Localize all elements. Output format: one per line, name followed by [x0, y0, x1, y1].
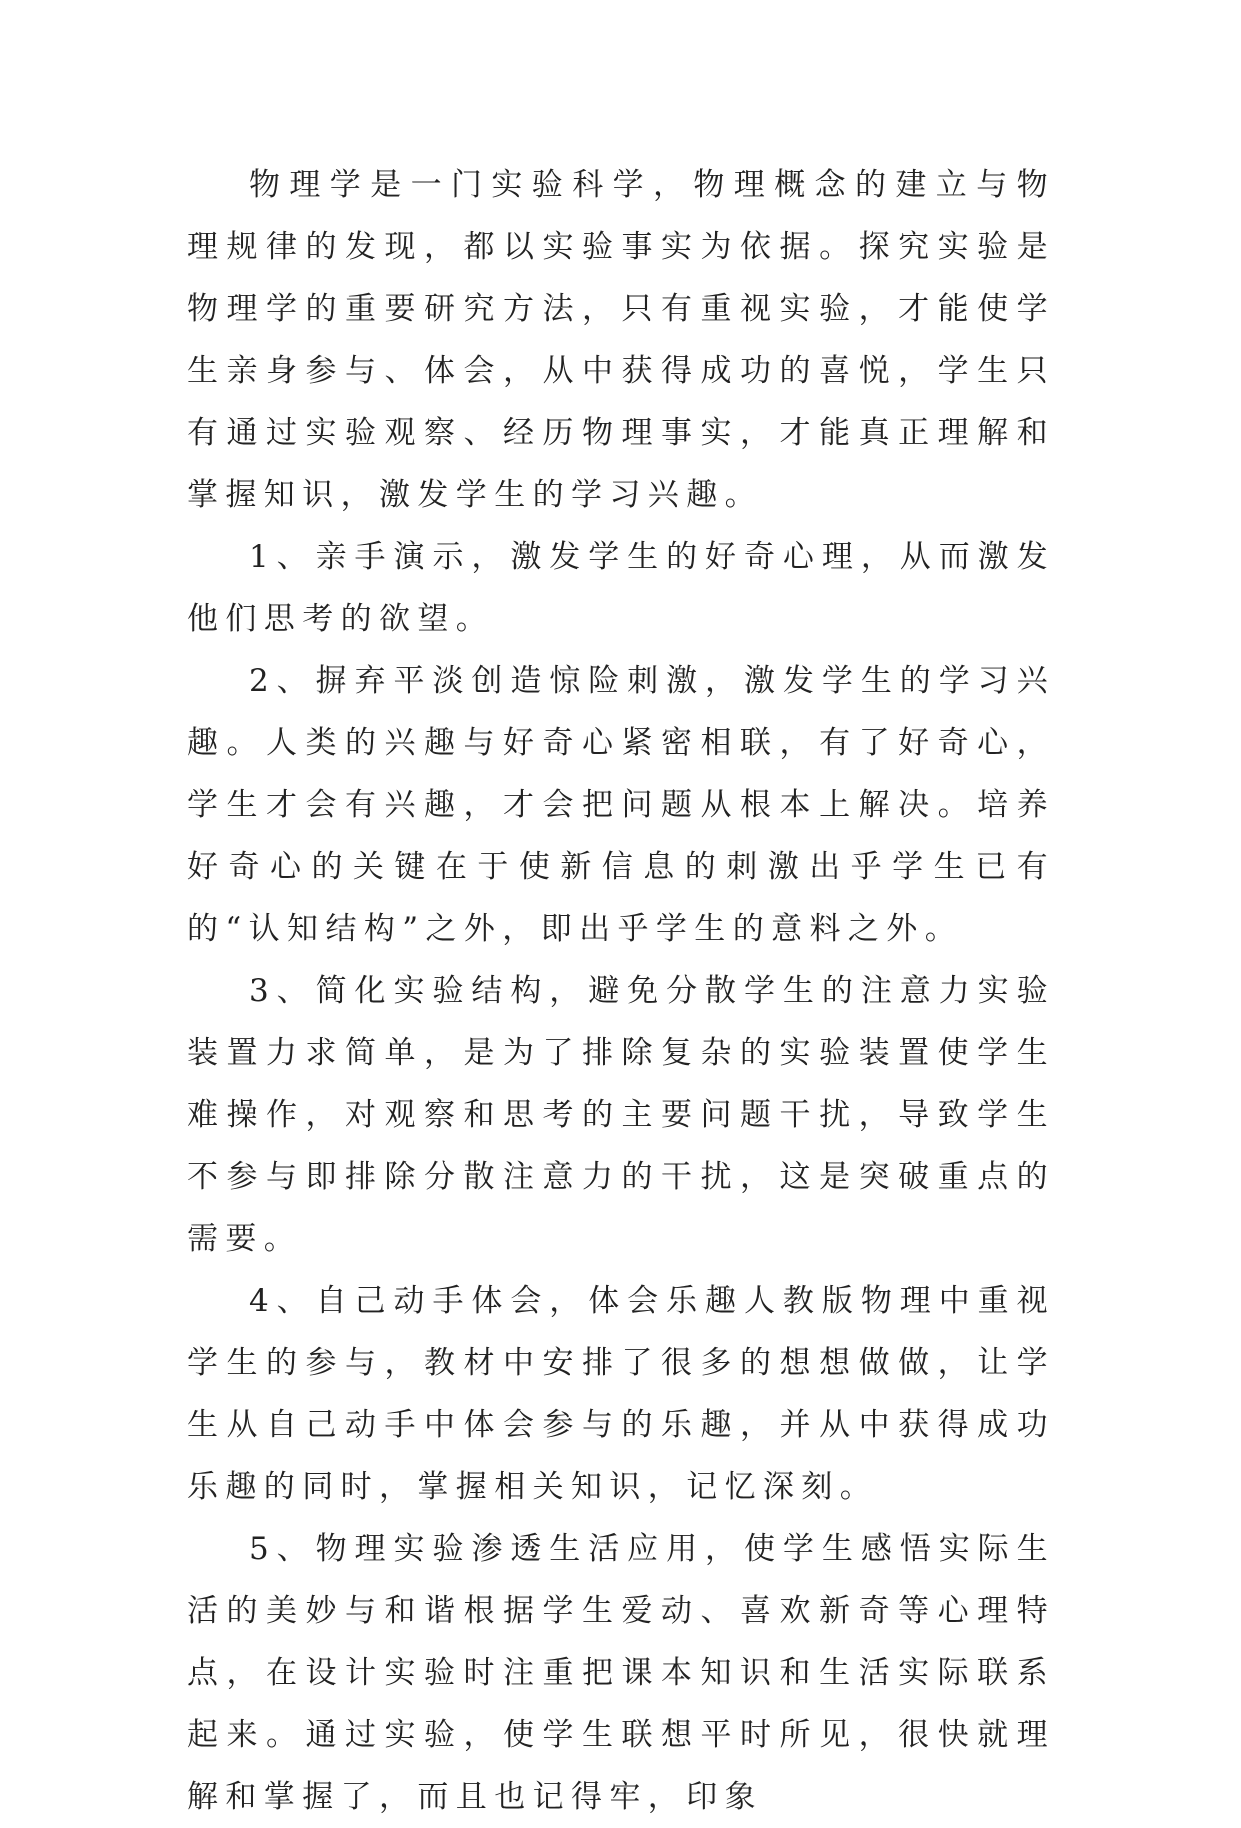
point-1-paragraph: 1、亲手演示，激发学生的好奇心理，从而激发他们思考的欲望。 [187, 539, 1055, 637]
point-4-paragraph: 4、自己动手体会，体会乐趣人教版物理中重视学生的参与，教材中安排了很多的想想做做，让学生从自己动手中体会参与的乐趣，并从中获得成功乐趣的同时，掌握相关知识，记忆深刻。 [187, 1283, 1055, 1505]
intro-paragraph: 物理学是一门实验科学，物理概念的建立与物理规律的发现，都以实验事实为依据。探究实验是物理学的重要研究方法，只有重视实验，才能使学生亲身参与、体会，从中获得成功的喜悦，学生只有通过实验观察、经历物理事实，才能真正理解和掌握知识，激发学生的学习兴趣。 [187, 167, 1055, 513]
document-page [187, 154, 1055, 1828]
point-5-paragraph: 5、物理实验渗透生活应用，使学生感悟实际生活的美妙与和谐根据学生爱动、喜欢新奇等心理特点，在设计实验时注重把课本知识和生活实际联系起来。通过实验，使学生联想平时所见，很快就理解和掌握了，而且也记得牢，印象 [187, 1531, 1055, 1815]
point-2-paragraph: 2、摒弃平淡创造惊险刺激，激发学生的学习兴趣。人类的兴趣与好奇心紧密相联，有了好奇心，学生才会有兴趣，才会把问题从根本上解决。培养好奇心的关键在于使新信息的刺激出乎学生已有的“认知结构”之外，即出乎学生的意料之外。 [187, 663, 1055, 947]
point-3-paragraph: 3、简化实验结构，避免分散学生的注意力实验装置力求简单，是为了排除复杂的实验装置使学生难操作，对观察和思考的主要问题干扰，导致学生不参与即排除分散注意力的干扰，这是突破重点的需要。 [187, 973, 1055, 1257]
